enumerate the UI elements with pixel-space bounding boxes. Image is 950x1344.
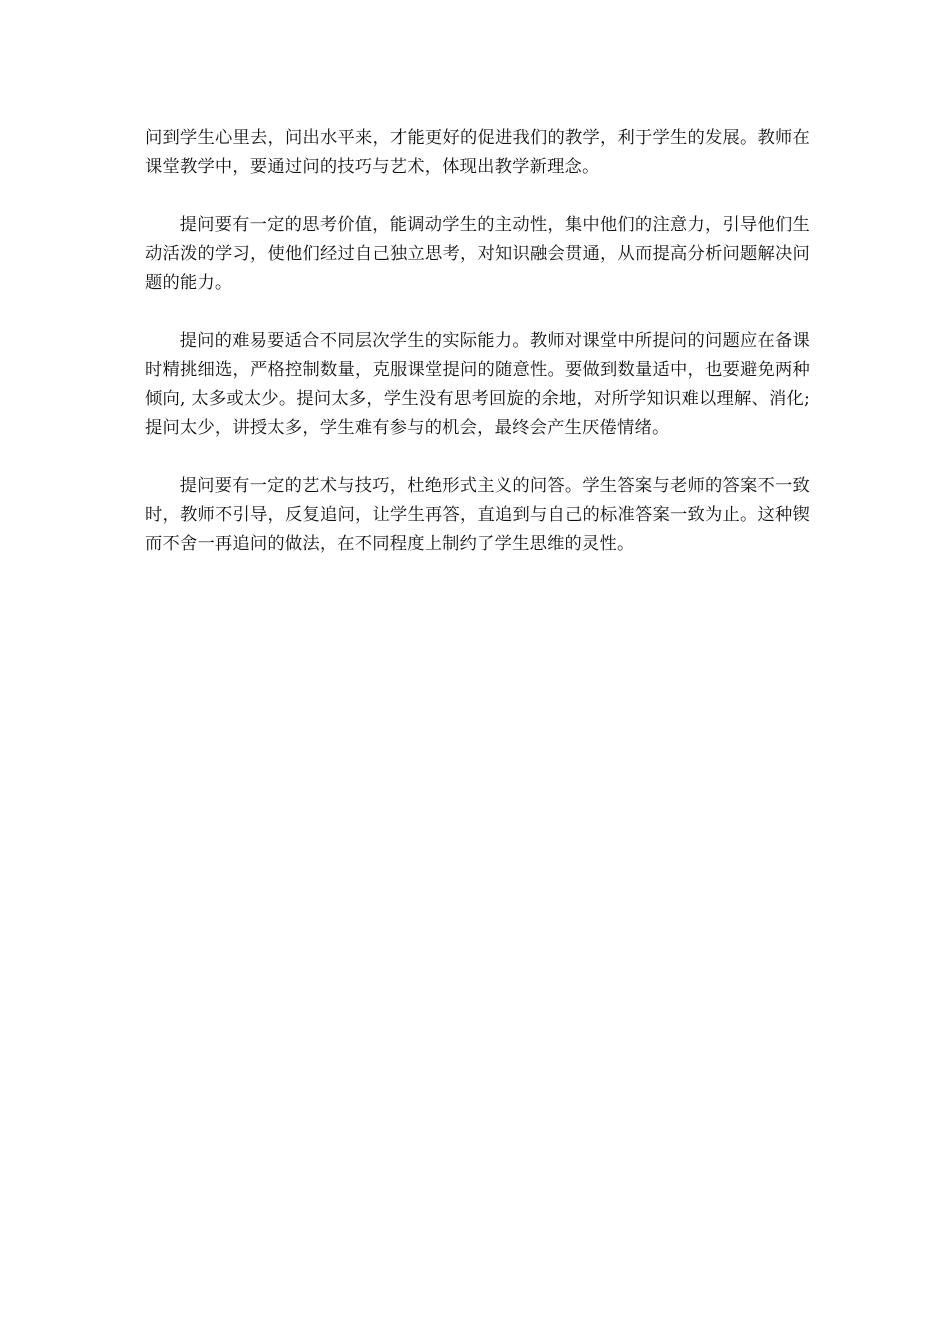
paragraph-continuation: 问到学生心里去，问出水平来，才能更好的促进我们的教学，利于学生的发展。教师在课堂教学中，要通过问的技巧与艺术，体现出教学新理念。 xyxy=(145,128,810,177)
paragraph-difficulty: 提问的难易要适合不同层次学生的实际能力。教师对课堂中所提问的问题应在备课时精挑细选，严格控制数量，克服课堂提问的随意性。要做到数量适中，也要避免两种倾向, 太多或太少。提问太多，学生没有思考回旋的余地，对所学知识难以理解、消化;提问太少，讲授太多，学生难有参与的机会，最终会产生厌倦情绪。 xyxy=(145,331,810,438)
paragraph-thinking-value: 提问要有一定的思考价值，能调动学生的主动性，集中他们的注意力，引导他们生动活泼的学习，使他们经过自己独立思考，对知识融会贯通，从而提高分析问题解决问题的能力。 xyxy=(145,215,810,293)
paragraph-art-and-skill: 提问要有一定的艺术与技巧，杜绝形式主义的问答。学生答案与老师的答案不一致时，教师不引导，反复追问，让学生再答，直追到与自己的标准答案一致为止。这种锲而不舍一再追问的做法，在不同程度上制约了学生思维的灵性。 xyxy=(145,476,810,554)
document-body xyxy=(145,124,810,588)
